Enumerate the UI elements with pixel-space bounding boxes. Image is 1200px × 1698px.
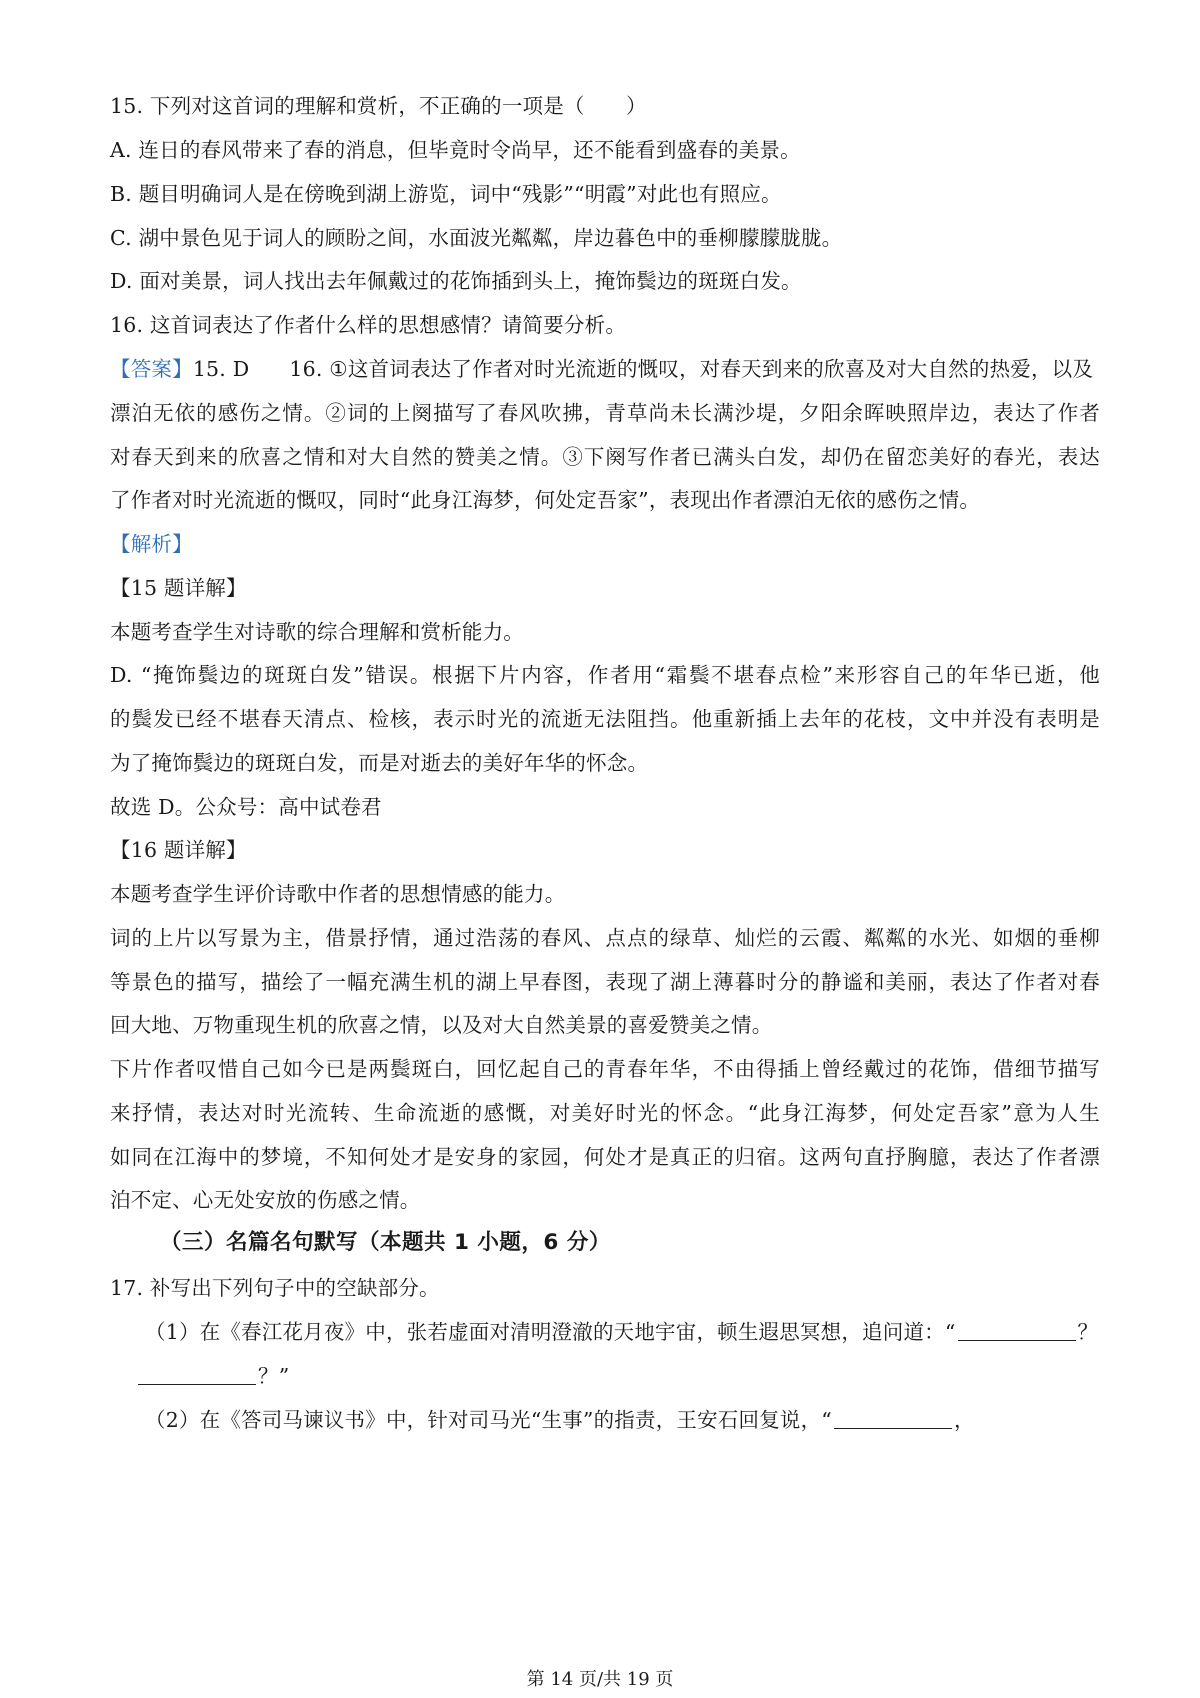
q16-p1-line-1: 词的上片以写景为主，借景抒情，通过浩荡的春风、点点的绿草、灿烂的云霞、粼粼的水光、如烟的垂柳 (110, 926, 1100, 950)
q17-item-1-mark: ？ (1077, 1320, 1099, 1344)
q17-stem: 17. 补写出下列句子中的空缺部分。 (110, 1276, 440, 1300)
q16-p1-line-3: 回大地、万物重现生机的欣喜之情，以及对大自然美景的喜爱赞美之情。 (110, 1013, 773, 1037)
q17-item-1-text: （1）在《春江花月夜》中，张若虚面对清明澄澈的天地宇宙，顿生遐思冥想，追问道：“ (145, 1320, 956, 1344)
q15-option-a: A. 连日的春风带来了春的消息，但毕竟时令尚早，还不能看到盛春的美景。 (110, 138, 801, 162)
q17-item-1-end: ？” (258, 1364, 290, 1388)
answer-blank-1[interactable] (958, 1320, 1076, 1341)
page-number: 第 14 页/共 19 页 (526, 1669, 674, 1690)
q15-detail-line-2: 的鬓发已经不堪春天清点、检核，表示时光的流逝无法阻挡。他重新插上去年的花枝，文中并没有表明是 (110, 707, 1100, 731)
analysis-tag: 【解析】 (110, 532, 193, 556)
q15-detail-line-1: D. “掩饰鬓边的斑斑白发”错误。根据下片内容，作者用“霜鬓不堪春点检”来形容自己的年华已逝，他 (110, 663, 1100, 687)
q17-item-2-end: ， (953, 1408, 975, 1432)
q15-option-c: C. 湖中景色见于词人的顾盼之间，水面波光粼粼，岸边暮色中的垂柳朦朦胧胧。 (110, 226, 843, 250)
q17-item-1 (145, 1317, 1100, 1347)
q16-stem: 16. 这首词表达了作者什么样的思想感情？请简要分析。 (110, 313, 627, 337)
q17-item-2 (145, 1405, 1100, 1435)
answer-tag: 【答案】 (110, 357, 193, 381)
answer-line-3: 对春天到来的欣喜之情和对大自然的赞美之情。③下阕写作者已满头白发，却仍在留恋美好的春光，表达 (110, 445, 1100, 469)
q16-p1-line-2: 等景色的描写，描绘了一幅充满生机的湖上早春图，表现了湖上薄暮时分的静谧和美丽，表达了作者对春 (110, 970, 1100, 994)
answer-line-4: 了作者对时光流逝的慨叹，同时“此身江海梦，何处定吾家”，表现出作者漂泊无依的感伤之情。 (110, 488, 981, 512)
q15-detail-line-3: 为了掩饰鬓边的斑斑白发，而是对逝去的美好年华的怀念。 (110, 751, 649, 775)
answer-line-1 (110, 354, 1100, 384)
q16-answer-line-1: 16. ①这首词表达了作者对时光流逝的慨叹，对春天到来的欣喜及对大自然的热爱，以及 (289, 357, 1094, 381)
q17-item-1-cont (138, 1361, 1100, 1391)
q16-detail-intro: 本题考查学生评价诗歌中作者的思想情感的能力。 (110, 882, 566, 906)
q15-detail-heading: 【15 题详解】 (110, 576, 247, 600)
q15-option-b: B. 题目明确词人是在傍晚到湖上游览，词中“残影”“明霞”对此也有照应。 (110, 182, 782, 206)
q15-option-d: D. 面对美景，词人找出去年佩戴过的花饰插到头上，掩饰鬓边的斑斑白发。 (110, 269, 802, 293)
q15-detail-intro: 本题考查学生对诗歌的综合理解和赏析能力。 (110, 620, 524, 644)
q15-conclusion: 故选 D。公众号：高中试卷君 (110, 795, 382, 819)
answer-blank-2[interactable] (138, 1364, 256, 1385)
q15-stem: 15. 下列对这首词的理解和赏析，不正确的一项是（ ） (110, 94, 647, 118)
section-three-title: （三）名篇名句默写（本题共 1 小题，6 分） (160, 1230, 611, 1255)
q16-p2-line-2: 来抒情，表达对时光流转、生命流逝的感慨，对美好时光的怀念。“此身江海梦，何处定吾家”意为人生 (110, 1101, 1100, 1125)
answer-blank-3[interactable] (834, 1408, 952, 1429)
q16-p2-line-1: 下片作者叹惜自己如今已是两鬓斑白，回忆起自己的青春年华，不由得插上曾经戴过的花饰，借细节描写 (110, 1057, 1100, 1081)
q16-p2-line-4: 泊不定、心无处安放的伤感之情。 (110, 1188, 421, 1212)
q15-answer: 15. D (192, 357, 250, 381)
answer-line-2: 漂泊无依的感伤之情。②词的上阕描写了春风吹拂，青草尚未长满沙堤，夕阳余晖映照岸边，表达了作者 (110, 401, 1100, 425)
q16-p2-line-3: 如同在江海中的梦境，不知何处才是安身的家园，何处才是真正的归宿。这两句直抒胸臆，表达了作者漂 (110, 1145, 1100, 1169)
q16-detail-heading: 【16 题详解】 (110, 838, 247, 862)
q17-item-2-text: （2）在《答司马谏议书》中，针对司马光“生事”的指责，王安石回复说，“ (145, 1408, 832, 1432)
